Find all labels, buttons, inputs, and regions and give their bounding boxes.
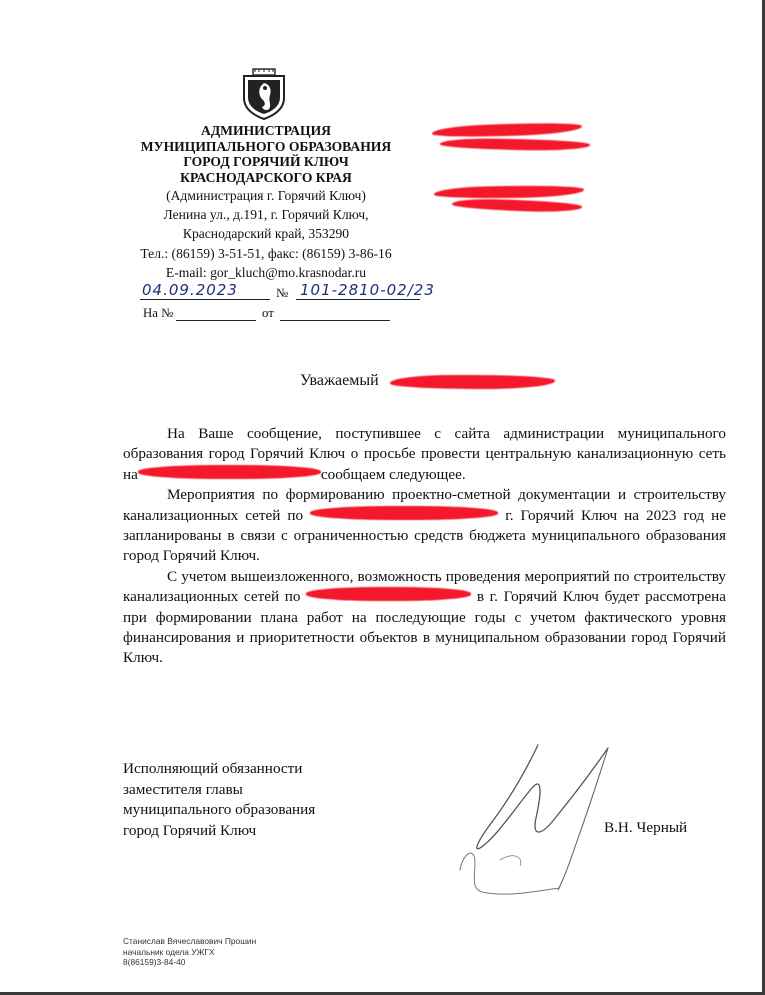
coat-of-arms-icon bbox=[241, 68, 287, 120]
incoming-date-label: от bbox=[262, 306, 274, 320]
org-email: E-mail: gor_kluch@mo.krasnodar.ru bbox=[165, 264, 367, 280]
redacted-recipient bbox=[434, 185, 584, 200]
org-address: Ленина ул., д.191, г. Горячий Ключ, bbox=[163, 207, 369, 223]
incoming-number-line bbox=[176, 320, 256, 321]
org-line: МУНИЦИПАЛЬНОГО ОБРАЗОВАНИЯ bbox=[140, 138, 392, 154]
outgoing-number: 101-2810-02/23 bbox=[300, 281, 435, 299]
executor-info bbox=[123, 936, 256, 968]
letter-body bbox=[123, 424, 726, 669]
org-phone: Тел.: (86159) 3-51-51, факс: (86159) 3-86-16 bbox=[140, 245, 392, 261]
body-paragraph: На Ваше сообщение, поступившее с сайта администрации муниципального образования город Горячий Ключ о просьбе провести центральную канализационную сеть на сообщаем следующее. bbox=[123, 425, 726, 483]
redacted-recipient bbox=[452, 198, 582, 214]
org-line: КРАСНОДАРСКОГО КРАЯ bbox=[180, 169, 352, 185]
signatory-title: Исполняющий обязанности заместителя главы муниципального образования город Горячий Ключ bbox=[123, 760, 316, 839]
greeting-text: Уважаемый bbox=[300, 372, 379, 389]
executor-name: Станислав Вячеславович Прошин bbox=[123, 936, 257, 946]
org-short-name: (Администрация г. Горячий Ключ) bbox=[166, 188, 366, 203]
redacted-address bbox=[138, 465, 321, 479]
signer-name: В.Н. Черный bbox=[604, 819, 688, 836]
number-underline bbox=[296, 299, 420, 300]
date-underline bbox=[140, 299, 270, 300]
redacted-street bbox=[306, 587, 471, 601]
number-sign: № bbox=[276, 286, 289, 300]
org-name bbox=[128, 123, 404, 185]
redacted-street bbox=[310, 506, 498, 520]
body-paragraph: С учетом вышеизложенного, возможность проведения мероприятий по строительству канализационных сетей по в г. Горячий Ключ будет рассмотрена при формировании плана работ на последующие годы с учетом фактического уровня финансирования и приоритетности объектов в муниципальном образовании город Горячий Ключ. bbox=[123, 567, 727, 667]
executor-phone: 8(86159)3-84-40 bbox=[123, 957, 186, 967]
org-contact bbox=[118, 186, 414, 282]
incoming-number-label: На № bbox=[143, 306, 174, 320]
greeting bbox=[300, 372, 379, 390]
incoming-date-line bbox=[280, 320, 390, 321]
executor-position: начальник одела УЖГХ bbox=[123, 946, 215, 957]
redacted-recipient bbox=[440, 138, 590, 152]
org-line: АДМИНИСТРАЦИЯ bbox=[201, 123, 331, 138]
redacted-recipient bbox=[432, 121, 582, 138]
body-paragraph: Мероприятия по формированию проектно-сметной документации и строительству канализационных сетей по г. Горячий Ключ на 2023 год не запланированы в связи с ограниченностью средств бюджета муниципального образования город Горячий Ключ. bbox=[123, 486, 727, 565]
org-region: Краснодарский край, 353290 bbox=[182, 226, 350, 242]
org-line: ГОРОД ГОРЯЧИЙ КЛЮЧ bbox=[183, 154, 349, 170]
outgoing-date: 04.09.2023 bbox=[142, 281, 238, 299]
redacted-recipient-name bbox=[390, 375, 555, 389]
